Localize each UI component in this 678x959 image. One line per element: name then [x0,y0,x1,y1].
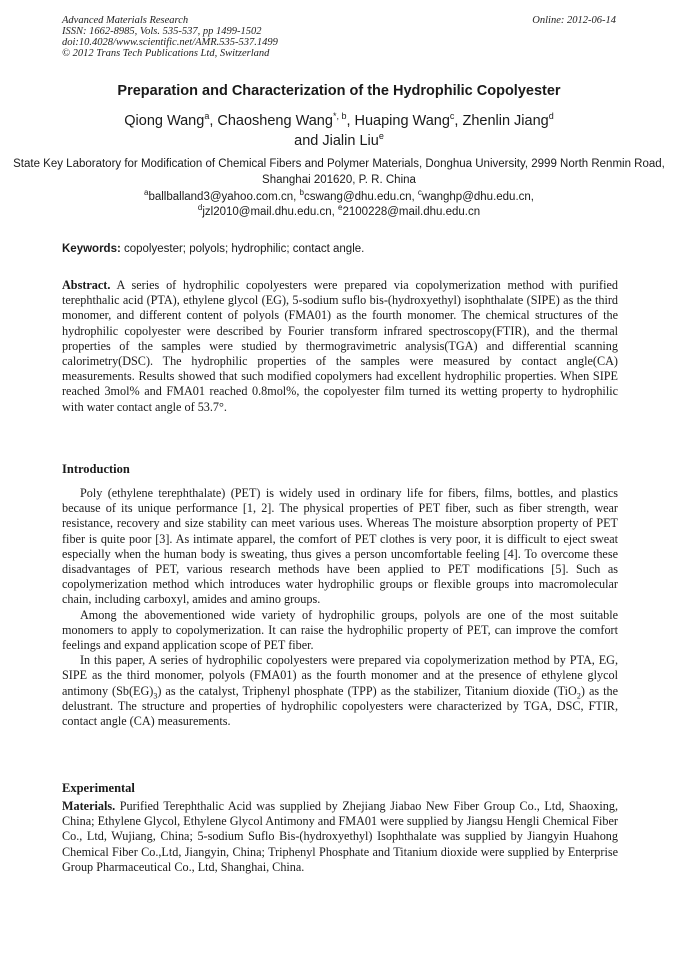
author-name: and Jialin Liu [294,133,379,149]
intro-paragraph-2: Among the abovementioned wide variety of hydrophilic groups, polyols are one of the most suitable monomers to apply to copolymerization. It can raise the hydrophilic property of PET, can improve the comfort feelings and expand application scope of PET fiber. [62,607,618,653]
journal-header [62,15,616,59]
introduction-body [62,486,618,729]
email-address: jzl2010@mail.dhu.edu.cn, [202,206,339,218]
author-separator: , [346,113,355,129]
intro-paragraph-1: Poly (ethylene terephthalate) (PET) is widely used in ordinary life for fibers, films, bottles, and plastics because of its unique performance [1, 2]. The physical properties of PET fiber, such as fiber strength, wear resistance, recovery and size stability can meet various uses. Whereas The moisture absorption property of PET fiber is quite poor [3]. As intimate apparel, the comfort of PET clothes is very poor, it is difficult to eject sweat especially when the human body is sweating, thus gives a person uncomfortable feeling [4]. To overcome these disadvantages of PET, various research methods have been applied to PET modifications [5]. Such as copolymerization method which introduces water hydrophilic groups or flexible groups into macromolecular chain, including carboxyl, amides and amino groups. [62,486,618,607]
keywords-label: Keywords: [62,243,121,255]
author-line-1 [0,111,678,131]
intro-p3-text: In this paper, A series of hydrophilic copolyesters were prepared via copolymerization method by PTA, EG, SIPE as the third monomer, polyols (FMA01) as the fourth monomer and at the presence of ethylene glycol antimony (Sb(EG) [62,653,618,698]
keywords-text: copolyester; polyols; hydrophilic; contact angle. [120,243,365,255]
author-separator: , [209,113,218,129]
issn-line: ISSN: 1662-8985, Vols. 535-537, pp 1499-1502 [62,26,262,37]
intro-p3-text: ) as the delustrant. The structure and properties of hydrophilic copolyesters were characterized by TGA, DSC, FTIR, contact angle (CA) measurements. [62,683,618,729]
author-separator: , [454,113,463,129]
author-list [0,111,678,151]
email-address: cswang@dhu.edu.cn, [303,191,418,203]
author-affil-mark: a [204,111,210,122]
abstract [62,278,618,415]
materials-paragraph [62,799,618,875]
online-date: Online: 2012-06-14 [532,15,616,26]
materials-text: Purified Terephthalic Acid was supplied by Zhejiang Jiabao New Fiber Group Co., Ltd, Shaoxing, China; Ethylene Glycol, Ethylene Glycol Antimony and FMA01 were supplied by Jiangsu Hengli Chemical Fiber Co., Ltd, Wujiang, China; 5-sodium Suflo Bis-(hydroxyethyl) Isophthalate was supplied by Jiangyin Huahong Chemical Fiber Co.,Ltd, Jiangyin, China; Triphenyl Phosphate and Titanium dioxide were supplied by Enterprise Group Pharmaceutical Co., Ltd, Shanghai, China. [62,799,618,874]
journal-name: Advanced Materials Research [62,15,189,26]
experimental-heading: Experimental [62,781,135,795]
email-address: wanghp@dhu.edu.cn, [421,191,534,203]
abstract-label: Abstract. [62,278,111,292]
copyright-line: © 2012 Trans Tech Publications Ltd, Switzerland [62,48,270,59]
email-mark: d [197,203,203,213]
intro-p3-text: ) as the catalyst, Triphenyl phosphate (TPP) as the stabilizer, Titanium dioxide (TiO [157,683,577,698]
materials-text-block [62,799,618,875]
doi-line: doi:10.4028/www.scientific.net/AMR.535-537.1499 [62,37,278,48]
email-line-2 [0,205,678,220]
introduction-heading: Introduction [62,462,130,476]
author-name: Qiong Wang [124,113,205,129]
email-mark: c [417,188,422,198]
email-address: 2100228@mail.dhu.edu.cn [342,206,481,218]
email-mark: a [144,188,149,198]
subscript: 2 [576,691,581,701]
abstract-text: A series of hydrophilic copolyesters were prepared via copolymerization method with purified terephthalic acid (PTA), ethylene glycol (EG), 5-sodium suflo bis-(hydroxyethyl) isophthalate (SIPE) as the third monomer, and different content of polyols (FMA01) as the fourth monomer. The chemical structures of the hydrophilic copolyester were described by Fourier transform infrared spectroscopy(FTIR), and the thermal properties of the samples were studied by thermogravimetric analysis(TGA) and differential scanning calorimetry(DSC). The hydrophilic properties of the samples were measured by contact angle(CA) measurements. Results showed that such modified copolymers had excellent hydrophilic properties. When SIPE reached 3mol% and FMA01 reached 0.8mol%, the copolyester film turned its wetting property to hydrophilic with water contact angle of 53.7°. [62,278,618,414]
author-name: Huaping Wang [354,113,450,129]
materials-label: Materials. [62,799,116,813]
author-emails [0,190,678,220]
intro-paragraph-3 [62,653,618,729]
author-affil-mark: c [449,111,455,122]
keywords [62,242,618,257]
email-mark: b [299,188,304,198]
author-affil-mark: *, b [332,111,347,122]
author-line-2 [0,131,678,151]
affiliation: State Key Laboratory for Modification of Chemical Fibers and Polymer Materials, Donghua University, 2999 North Renmin Road, Shanghai 201620, P. R. China [13,158,665,186]
paper-title: Preparation and Characterization of the Hydrophilic Copolyester [117,83,561,99]
author-affil-mark: e [378,131,384,142]
subscript: 3 [153,691,158,701]
email-address: ballballand3@yahoo.com.cn, [148,191,300,203]
email-mark: e [338,203,343,213]
author-name: Zhenlin Jiang [462,113,549,129]
author-affil-mark: d [548,111,554,122]
author-name: Chaosheng Wang [217,113,333,129]
